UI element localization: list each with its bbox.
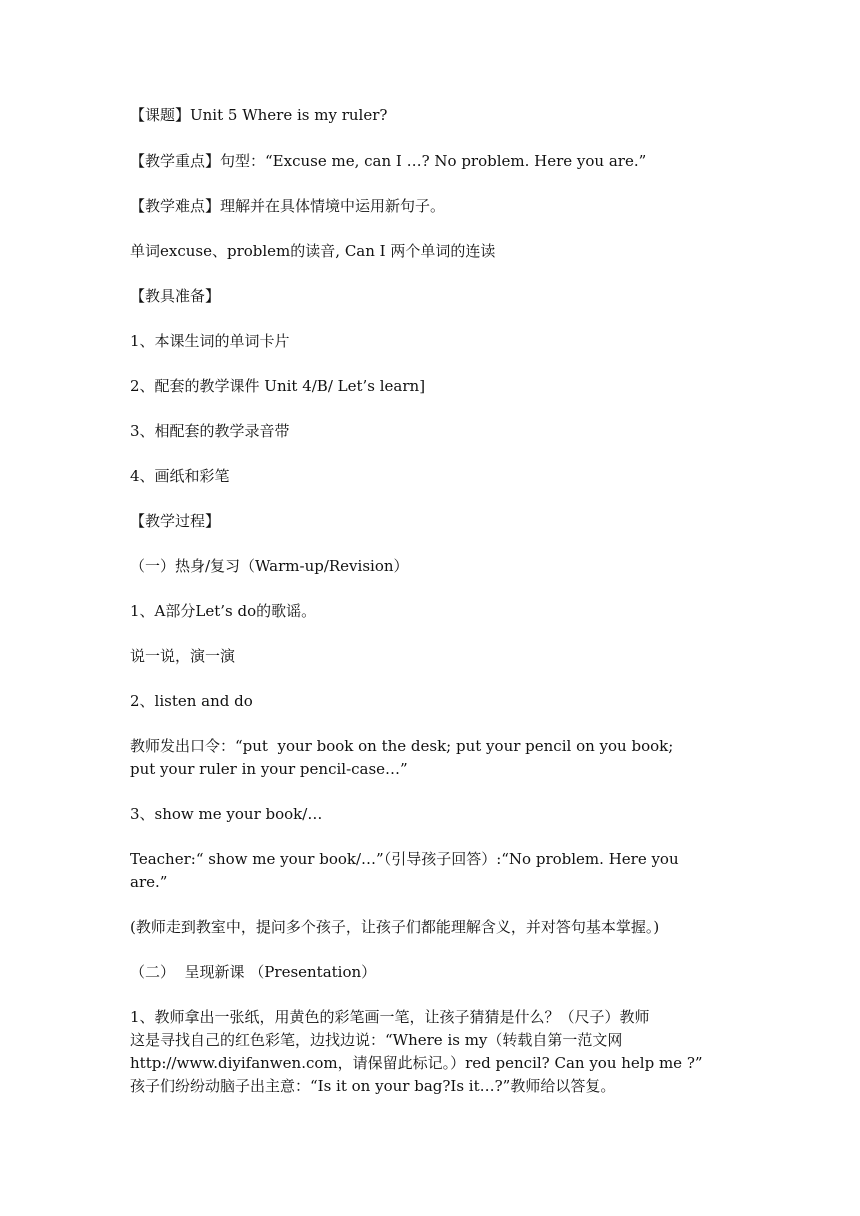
presentation-paragraph <box>130 1006 730 1098</box>
materials-heading: 【教具准备】 <box>130 287 221 305</box>
teacher-command-paragraph <box>130 735 730 781</box>
paragraph-line: 这是寻找自己的红色彩笔，边找边说：“Where is my（转载自第一范文网 <box>130 1031 623 1049</box>
teaching-focus: 【教学重点】句型：“Excuse me, can I …? No problem. Here you are.” <box>130 152 647 170</box>
material-item: 2、配套的教学课件 Unit 4/B/ Let’s learn] <box>130 377 426 395</box>
paragraph-line: put your ruler in your pencil-case…” <box>130 760 408 778</box>
material-item: 1、本课生词的单词卡片 <box>130 332 290 350</box>
material-item: 3、相配套的教学录音带 <box>130 422 290 440</box>
step-item: 3、show me your book/… <box>130 805 323 823</box>
step-item: 2、listen and do <box>130 692 253 710</box>
paragraph-line: are.” <box>130 873 168 891</box>
paragraph-line: 教师发出口令：“put your book on the desk; put your pencil on you book; <box>130 737 674 755</box>
section-heading-presentation: （二） 呈现新课 （Presentation） <box>130 963 377 981</box>
process-heading: 【教学过程】 <box>130 512 221 530</box>
lesson-title: 【课题】Unit 5 Where is my ruler? <box>130 106 388 124</box>
pronunciation-note: 单词excuse、problem的读音, Can I 两个单词的连读 <box>130 242 496 260</box>
material-item: 4、画纸和彩笔 <box>130 467 230 485</box>
teacher-dialogue-paragraph <box>130 848 730 894</box>
paragraph-line: Teacher:“ show me your book/…”（引导孩子回答）:“No problem. Here you <box>130 850 679 868</box>
paragraph-line: 1、教师拿出一张纸，用黄色的彩笔画一笔，让孩子猜猜是什么？（尺子）教师 <box>130 1008 650 1026</box>
classroom-note: (教师走到教室中，提问多个孩子，让孩子们都能理解含义，并对答句基本掌握。) <box>130 918 660 936</box>
step-note: 说一说，演一演 <box>130 647 236 665</box>
section-heading-warmup: （一）热身/复习（Warm-up/Revision） <box>130 557 409 575</box>
paragraph-line: http://www.diyifanwen.com，请保留此标记。）red pencil? Can you help me ?” <box>130 1054 703 1072</box>
paragraph-line: 孩子们纷纷动脑子出主意：“Is it on your bag?Is it…?”教师给以答复。 <box>130 1077 616 1095</box>
step-item: 1、A部分Let’s do的歌谣。 <box>130 602 317 620</box>
teaching-difficulty: 【教学难点】理解并在具体情境中运用新句子。 <box>130 197 446 215</box>
